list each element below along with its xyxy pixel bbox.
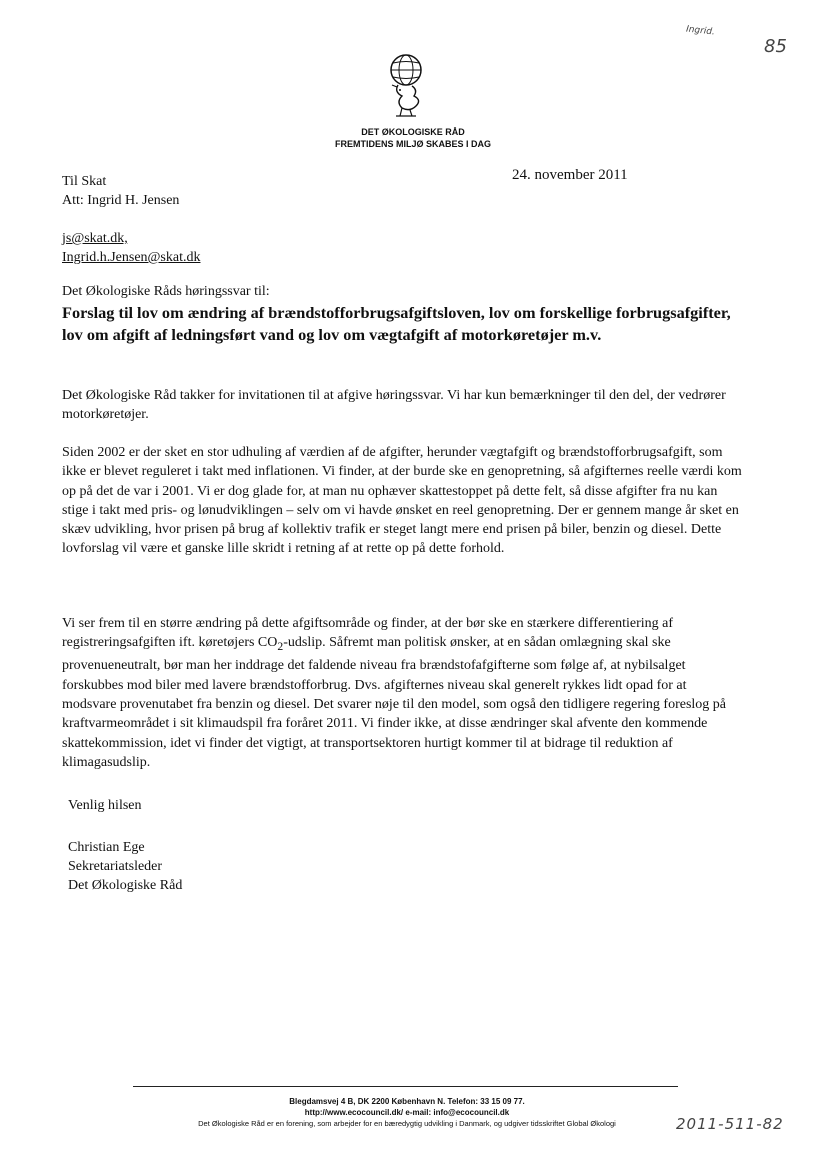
recipient-attention: Att: Ingrid H. Jensen xyxy=(62,193,180,208)
signature-org: Det Økologiske Råd xyxy=(68,878,183,893)
letterhead-tagline: FREMTIDENS MILJØ SKABES I DAG xyxy=(334,139,491,149)
body-paragraph-2: Siden 2002 er der sket en stor udhuling af værdien af de afgifter, herunder vægtafgift og brændstofforbrugsafgift, som ikke er blevet reguleret i takt med inflationen. Vi finder, at der burde ske en genopretning, så afgifternes reelle værdi kom op på det de var i 2001. Vi er dog glade for, at man nu ophæver skattestoppet på dette felt, så disse afgifter fra nu kan stige i takt med pris- og lønudviklingen – selv om vi havde ønsket en reel genopretning. Der er gennem mange år sket en skæv udvikling, hvor prisen på brug af kollektiv trafik er steget langt mere end prisen på biler, benzin og diesel. Dette lovforslag vil være et ganske lille skridt i retning af at rette op på dette forhold. xyxy=(62,445,742,557)
subject-intro: Det Økologiske Råds høringssvar til: xyxy=(62,284,270,299)
body-paragraph-3-part-1: Vi ser frem til en større ændring på dette afgiftsområde og finder, at der bør ske en stærkere differentiering af registreringsafgiften ift. køretøjers CO xyxy=(62,616,674,651)
handwritten-reference-number: 2011-511-82 xyxy=(676,1115,784,1133)
closing-greeting: Venlig hilsen xyxy=(68,798,142,813)
letterhead-org-name: DET ØKOLOGISKE RÅD xyxy=(361,127,465,137)
signature-title: Sekretariatsleder xyxy=(68,859,163,874)
co2-subscript: 2 xyxy=(277,640,284,654)
handwritten-page-number: 85 xyxy=(764,36,787,57)
email-link-1[interactable]: js@skat.dk, xyxy=(62,231,128,246)
footer-address: Blegdamsvej 4 B, DK 2200 København N. Telefon: 33 15 09 77. xyxy=(289,1097,525,1106)
signature-name: Christian Ege xyxy=(68,840,145,855)
globe-bird-logo-icon xyxy=(380,50,432,122)
body-paragraph-1: Det Økologiske Råd takker for invitationen til at afgive høringssvar. Vi har kun bemærkninger til den del, der vedrører motorkøretøjer. xyxy=(62,388,726,423)
subject-title: Forslag til lov om ændring af brændstofforbrugsafgiftsloven, lov om forskellige forbrugsafgifter, lov om afgift af ledningsført vand og lov om vægtafgift af motorkøretøjer m.v. xyxy=(62,303,731,344)
recipient-line: Til Skat xyxy=(62,174,107,189)
body-paragraph-3-part-2: -udslip. Såfremt man politisk ønsker, at en sådan omlægning skal ske provenueneutralt, bør man her inddrage det faldende niveau fra brændstofafgifterne som følge af, at nybilsalget forskubbes mod biler med lavere brændstofforbrug. Dvs. afgifternes niveau skal generelt rykkes lidt opad for at modsvare provenutabet fra benzin og diesel. Det svarer nøje til den model, som også den tidligere regering foreslog på kraftvarmeområdet i sit klimaudspil fra foråret 2011. Vi finder ikke, at disse ændringer skal afvente den kommende skattekommission, idet vi finder det vigtigt, at transportsektoren hurtigt kommer til at bidrage til reduktion af klimagasudslip. xyxy=(62,635,727,770)
handwritten-note-top: Ingrid. xyxy=(685,24,716,38)
footer-divider xyxy=(133,1086,678,1087)
body-paragraph-3 xyxy=(62,614,742,772)
footer-description: Det Økologiske Råd er en forening, som arbejder for en bæredygtig udvikling i Danmark, og udgiver tidsskriftet Global Økologi xyxy=(198,1119,616,1128)
email-link-2[interactable]: Ingrid.h.Jensen@skat.dk xyxy=(62,250,201,265)
letter-date: 24. november 2011 xyxy=(512,167,628,183)
footer-contact: http://www.ecocouncil.dk/ e-mail: info@ecocouncil.dk xyxy=(304,1108,510,1117)
